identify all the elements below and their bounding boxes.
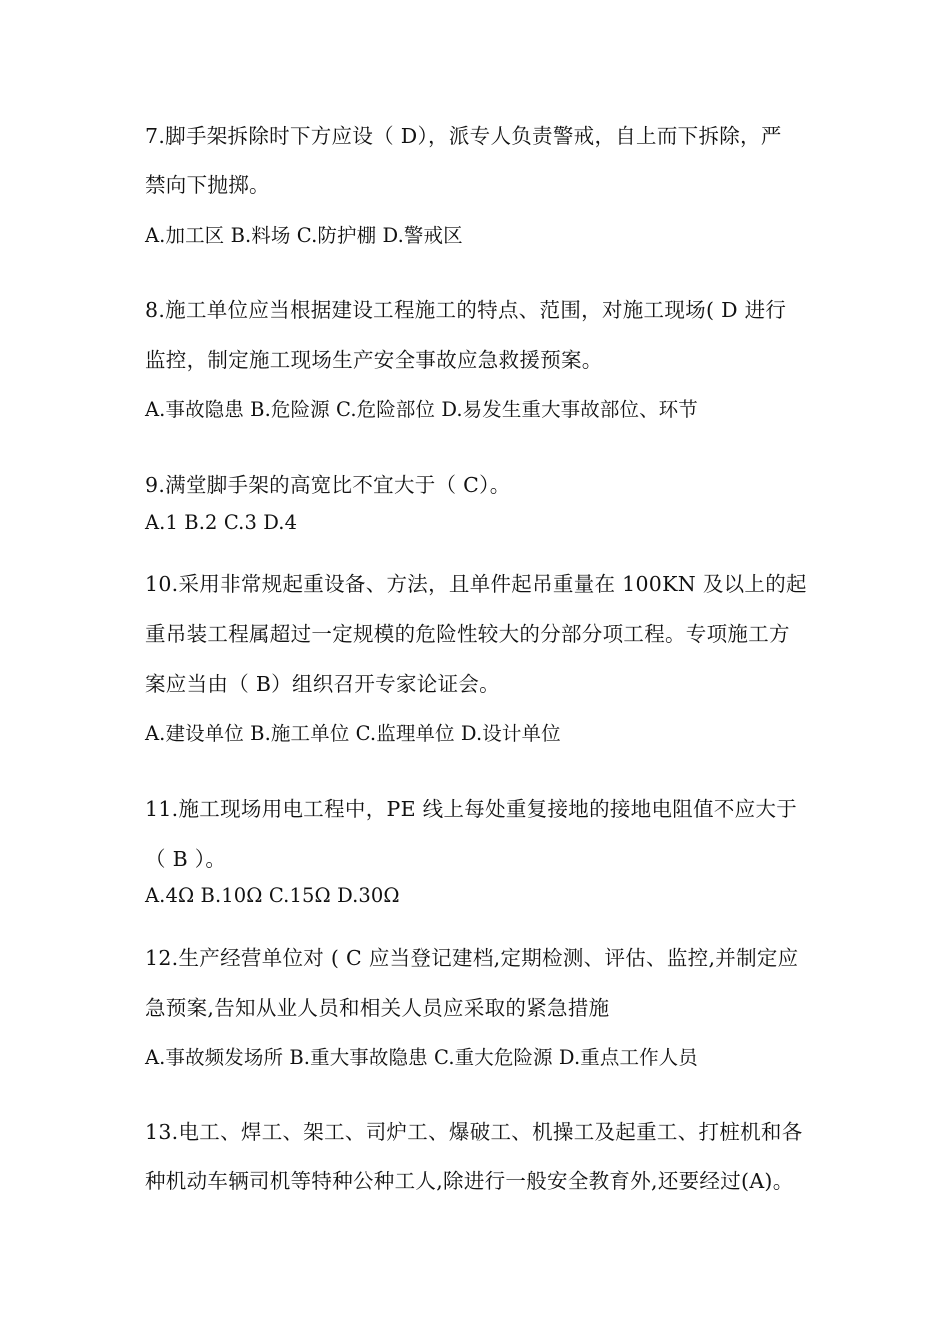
question-7-line-1: 7.脚手架拆除时下方应设（ D），派专人负责警戒，自上而下拆除，严 — [145, 124, 782, 148]
question-10-line-2: 重吊装工程属超过一定规模的危险性较大的分部分项工程。专项施工方 — [145, 622, 790, 646]
question-13-line-2: 种机动车辆司机等特种公种工人,除进行一般安全教育外,还要经过(A)。 — [145, 1169, 794, 1193]
question-10-options: A.建设单位 B.施工单位 C.监理单位 D.设计单位 — [145, 722, 561, 745]
question-11-options: A.4Ω B.10Ω C.15Ω D.30Ω — [145, 884, 400, 907]
question-10-line-3: 案应当由（ B）组织召开专家论证会。 — [145, 672, 500, 696]
question-10-line-1: 10.采用非常规起重设备、方法，且单件起吊重量在 100KN 及以上的起 — [145, 572, 807, 596]
question-8-line-1: 8.施工单位应当根据建设工程施工的特点、范围，对施工现场( D 进行 — [145, 298, 787, 322]
question-12-line-2: 急预案,告知从业人员和相关人员应采取的紧急措施 — [145, 996, 610, 1020]
question-7-line-2: 禁向下抛掷。 — [145, 173, 270, 197]
question-11-line-1: 11.施工现场用电工程中，PE 线上每处重复接地的接地电阻值不应大于 — [145, 797, 798, 821]
question-13-line-1: 13.电工、焊工、架工、司炉工、爆破工、机操工及起重工、打桩机和各 — [145, 1120, 803, 1144]
question-9-line-1: 9.满堂脚手架的高宽比不宜大于（ C）。 — [145, 473, 511, 497]
question-7-options: A.加工区 B.料场 C.防护棚 D.警戒区 — [145, 224, 463, 247]
question-12-line-1: 12.生产经营单位对 ( C 应当登记建档,定期检测、评估、监控,并制定应 — [145, 946, 799, 970]
question-12-options: A.事故频发场所 B.重大事故隐患 C.重大危险源 D.重点工作人员 — [145, 1046, 698, 1069]
question-8-options: A.事故隐患 B.危险源 C.危险部位 D.易发生重大事故部位、环节 — [145, 398, 698, 421]
question-8-line-2: 监控，制定施工现场生产安全事故应急救援预案。 — [145, 348, 603, 372]
question-11-line-2: （ B ）。 — [145, 847, 227, 871]
question-9-options: A.1 B.2 C.3 D.4 — [145, 511, 298, 534]
